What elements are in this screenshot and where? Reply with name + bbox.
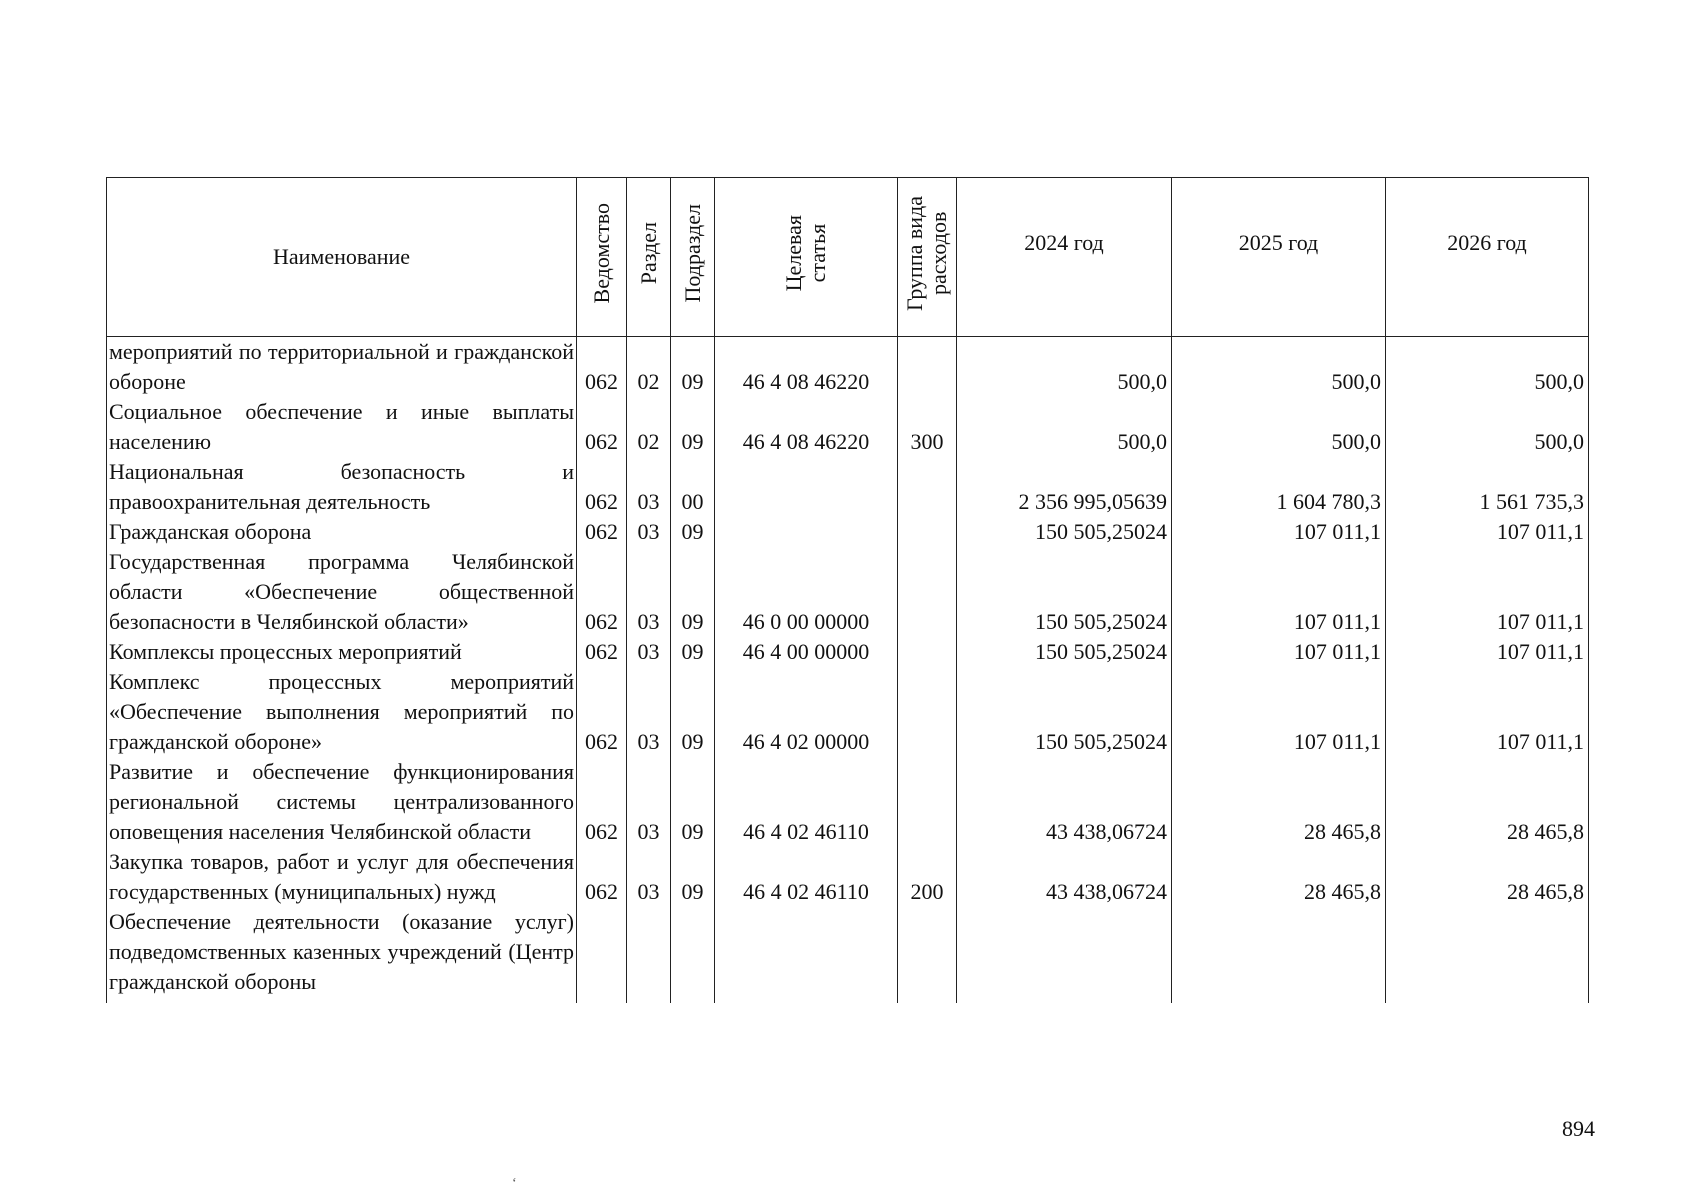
row-value-2025: 28 465,8 — [1172, 757, 1386, 847]
row-podrazdel: 09 — [671, 667, 715, 757]
row-value-2024 — [957, 907, 1172, 997]
row-celevaya-statya — [715, 457, 898, 517]
row-value-2025: 500,0 — [1172, 397, 1386, 457]
row-value-2026: 107 011,1 — [1386, 637, 1589, 667]
row-name: Национальная безопасность и правоохранительная деятельность — [107, 457, 577, 517]
table-row — [107, 847, 1589, 907]
row-value-2026 — [1386, 907, 1589, 997]
row-podrazdel: 00 — [671, 457, 715, 517]
row-value-2024: 43 438,06724 — [957, 757, 1172, 847]
row-gruppa — [898, 907, 957, 997]
row-celevaya-statya — [715, 517, 898, 547]
row-celevaya-statya: 46 4 02 46110 — [715, 757, 898, 847]
row-celevaya-statya: 46 4 00 00000 — [715, 637, 898, 667]
row-razdel — [627, 907, 671, 997]
row-name: Закупка товаров, работ и услуг для обеспечения государственных (муниципальных) нужд — [107, 847, 577, 907]
row-razdel: 03 — [627, 847, 671, 907]
row-gruppa — [898, 457, 957, 517]
table-row — [107, 637, 1589, 667]
row-celevaya-statya: 46 4 08 46220 — [715, 397, 898, 457]
row-vedomstvo: 062 — [577, 547, 627, 637]
row-podrazdel — [671, 907, 715, 997]
row-celevaya-statya: 46 4 02 46110 — [715, 847, 898, 907]
row-celevaya-statya: 46 0 00 00000 — [715, 547, 898, 637]
table-row — [107, 337, 1589, 398]
row-value-2026: 107 011,1 — [1386, 667, 1589, 757]
header-gruppa-vida-rashodov: Группа вида расходов — [898, 178, 957, 337]
row-value-2025 — [1172, 907, 1386, 997]
header-name: Наименование — [107, 178, 577, 337]
row-vedomstvo: 062 — [577, 757, 627, 847]
row-gruppa — [898, 517, 957, 547]
row-celevaya-statya: 46 4 08 46220 — [715, 337, 898, 398]
row-name: Комплексы процессных мероприятий — [107, 637, 577, 667]
row-razdel: 03 — [627, 457, 671, 517]
table-continuation — [107, 997, 1589, 1003]
row-podrazdel: 09 — [671, 847, 715, 907]
row-value-2024: 500,0 — [957, 337, 1172, 398]
row-value-2025: 1 604 780,3 — [1172, 457, 1386, 517]
row-gruppa — [898, 637, 957, 667]
row-value-2025: 107 011,1 — [1172, 637, 1386, 667]
row-vedomstvo: 062 — [577, 397, 627, 457]
header-celevaya-statya: Целевая статья — [715, 178, 898, 337]
table-body — [107, 337, 1589, 1004]
row-vedomstvo: 062 — [577, 847, 627, 907]
row-vedomstvo: 062 — [577, 667, 627, 757]
row-value-2025: 107 011,1 — [1172, 667, 1386, 757]
row-podrazdel: 09 — [671, 547, 715, 637]
row-value-2024: 150 505,25024 — [957, 517, 1172, 547]
table-row — [107, 517, 1589, 547]
row-podrazdel: 09 — [671, 397, 715, 457]
row-name: мероприятий по территориальной и гражданской обороне — [107, 337, 577, 398]
row-podrazdel: 09 — [671, 337, 715, 398]
row-value-2026: 28 465,8 — [1386, 847, 1589, 907]
row-razdel: 03 — [627, 667, 671, 757]
row-celevaya-statya — [715, 907, 898, 997]
row-vedomstvo: 062 — [577, 457, 627, 517]
row-value-2025: 107 011,1 — [1172, 517, 1386, 547]
row-vedomstvo — [577, 907, 627, 997]
row-gruppa — [898, 337, 957, 398]
row-name: Социальное обеспечение и иные выплаты населению — [107, 397, 577, 457]
row-vedomstvo: 062 — [577, 517, 627, 547]
table-row — [107, 457, 1589, 517]
header-razdel: Раздел — [627, 178, 671, 337]
row-value-2024: 2 356 995,05639 — [957, 457, 1172, 517]
row-value-2026: 500,0 — [1386, 397, 1589, 457]
row-value-2026: 500,0 — [1386, 337, 1589, 398]
row-gruppa: 200 — [898, 847, 957, 907]
row-name: Обеспечение деятельности (оказание услуг) подведомственных казенных учреждений (Центр гражданской обороны — [107, 907, 577, 997]
row-value-2026: 107 011,1 — [1386, 547, 1589, 637]
row-podrazdel: 09 — [671, 637, 715, 667]
row-name: Гражданская оборона — [107, 517, 577, 547]
row-name: Государственная программа Челябинской области «Обеспечение общественной безопасности в Челябинской области» — [107, 547, 577, 637]
table-header — [107, 178, 1589, 337]
row-vedomstvo: 062 — [577, 337, 627, 398]
row-razdel: 02 — [627, 397, 671, 457]
row-gruppa — [898, 547, 957, 637]
row-vedomstvo: 062 — [577, 637, 627, 667]
row-value-2024: 43 438,06724 — [957, 847, 1172, 907]
row-name: Развитие и обеспечение функционирования региональной системы централизованного оповещения населения Челябинской области — [107, 757, 577, 847]
header-year-2026: 2026 год — [1386, 178, 1589, 337]
row-gruppa — [898, 667, 957, 757]
table-row — [107, 757, 1589, 847]
header-year-2025: 2025 год — [1172, 178, 1386, 337]
row-celevaya-statya: 46 4 02 00000 — [715, 667, 898, 757]
scan-mark: ‘ — [512, 1176, 517, 1191]
row-value-2026: 1 561 735,3 — [1386, 457, 1589, 517]
header-podrazdel: Подраздел — [671, 178, 715, 337]
row-podrazdel: 09 — [671, 517, 715, 547]
row-gruppa — [898, 757, 957, 847]
row-value-2024: 150 505,25024 — [957, 547, 1172, 637]
table-row — [107, 667, 1589, 757]
page-number: 894 — [1562, 1116, 1595, 1141]
row-value-2024: 500,0 — [957, 397, 1172, 457]
row-razdel: 03 — [627, 637, 671, 667]
header-vedomstvo: Ведомство — [577, 178, 627, 337]
row-razdel: 03 — [627, 757, 671, 847]
table-row — [107, 547, 1589, 637]
table-row — [107, 397, 1589, 457]
row-razdel: 03 — [627, 517, 671, 547]
row-razdel: 02 — [627, 337, 671, 398]
row-value-2025: 107 011,1 — [1172, 547, 1386, 637]
table-row — [107, 907, 1589, 997]
row-value-2026: 28 465,8 — [1386, 757, 1589, 847]
row-value-2025: 500,0 — [1172, 337, 1386, 398]
budget-table — [106, 177, 1589, 1003]
row-name: Комплекс процессных мероприятий «Обеспечение выполнения мероприятий по гражданской обороне» — [107, 667, 577, 757]
row-value-2026: 107 011,1 — [1386, 517, 1589, 547]
row-value-2025: 28 465,8 — [1172, 847, 1386, 907]
row-gruppa: 300 — [898, 397, 957, 457]
row-podrazdel: 09 — [671, 757, 715, 847]
header-year-2024: 2024 год — [957, 178, 1172, 337]
row-value-2024: 150 505,25024 — [957, 637, 1172, 667]
row-value-2024: 150 505,25024 — [957, 667, 1172, 757]
row-razdel: 03 — [627, 547, 671, 637]
